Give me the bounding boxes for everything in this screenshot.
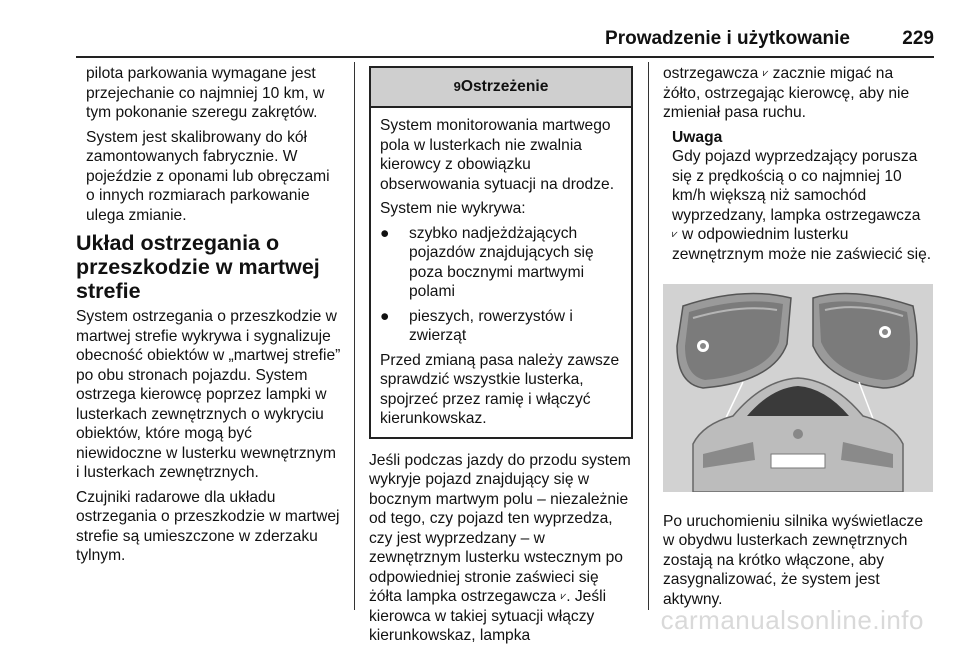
blind-spot-warning-icon: ⩗: [762, 68, 769, 79]
column-1: [76, 64, 342, 571]
flashing-text-b: zacznie migać na żółto, ostrzegając kierowcę, aby nie zmieniał pasa ruchu.: [663, 65, 910, 121]
list-item-text: pieszych, rowerzystów i zwierząt: [409, 307, 573, 344]
paragraph-radar-sensors: Czujniki radarowe dla układu ostrzegania o przeszkodzie w martwej strefie są umieszczone w zderzaku tylnym.: [76, 488, 340, 564]
bullet-icon: ●: [380, 307, 390, 325]
warning-body: [371, 108, 631, 437]
watermark: carmanualsonline.info: [660, 605, 924, 635]
warning-box: [369, 66, 633, 439]
paragraph-detection: [369, 451, 633, 646]
warning-title: Ostrzeżenie: [460, 78, 549, 95]
paragraph-startup: Po uruchomieniu silnika wyświetlacze w obydwu lusterkach zewnętrznych zostają na krótko włączone, aby zasygnalizować, że system jest aktywny.: [663, 512, 924, 608]
page-number: 229: [902, 28, 934, 49]
paragraph-flashing: [663, 64, 933, 123]
column-divider-2: [648, 62, 649, 610]
warning-paragraph-1: System monitorowania martwego pola w lusterkach nie zwalnia kierowcy z obowiązku obserwowania sytuacji na drodze.: [380, 117, 615, 193]
note-text: [672, 147, 933, 264]
column-2: [369, 66, 633, 651]
list-item: [380, 307, 623, 346]
blind-spot-warning-icon: ⩗: [560, 591, 567, 602]
note-label: Uwaga: [672, 128, 723, 146]
paragraph-calibration-wheels: System jest skalibrowany do kół zamontowanych fabrycznie. W pojeździe z oponami lub obręczami o innych rozmiarach parkowanie ulega zmianie.: [86, 128, 330, 224]
column-3: [663, 64, 933, 614]
header-title: Prowadzenie i użytkowanie: [605, 28, 850, 49]
warning-paragraph-3: Przed zmianą pasa należy zawsze sprawdzić wszystkie lusterka, spojrzeć przez ramię i włączyć kierunkowskaz.: [380, 351, 620, 427]
section-heading: Układ ostrzegania o przeszkodzie w martwej strefie: [76, 231, 320, 303]
list-item-text: szybko nadjeżdżających pojazdów znajdujących się poza bocznymi martwymi polami: [409, 224, 594, 300]
blind-spot-warning-icon: ⩗: [672, 229, 678, 240]
column-divider-1: [354, 62, 355, 610]
note-block: [663, 128, 933, 265]
page-header: [76, 28, 934, 54]
detection-text-a: Jeśli podczas jazdy do przodu system wykryje pojazd znajdujący się w bocznym martwym polu – niezależnie od tego, czy pojazd ten wyprzedza, czy jest wyprzedzany – w zewnętrznym lusterku wstecznym po odpowiedniej stronie zaświeci się żółta lampka ostrzegawcza: [369, 451, 631, 605]
header-rule: [76, 56, 934, 58]
warning-paragraph-2: System nie wykrywa:: [380, 200, 526, 217]
paragraph-calibration-drive: pilota parkowania wymagane jest przejechanie co najmniej 10 km, w tym pokonanie szeregu zakrętów.: [86, 65, 325, 121]
flashing-text-a: ostrzegawcza: [663, 65, 759, 82]
paragraph-system-description: System ostrzegania o przeszkodzie w martwej strefie wykrywa i sygnalizuje obecność obiektów w „martwej strefie” po obu stronach pojazdu. System ostrzega kierowcę poprzez lampki w lusterkach zewnętrznych o wykryciu obiektów, które mogą być niewidoczne w lusterku wewnętrznym i lusterkach zewnętrznych.: [76, 308, 341, 481]
warning-header: [371, 68, 631, 108]
mirror-illustration: [663, 284, 933, 492]
detection-text-b: . Jeśli kierowca w takiej sytuacji włączy kierunkowskaz, lampka: [369, 588, 607, 644]
note-text-b: w odpowiednim lusterku zewnętrznym może nie zaświecić się.: [672, 226, 932, 263]
note-text-a: Gdy pojazd wyprzedzający porusza się z prędkością o co najmniej 10 km/h większą niż samochód wyprzedzany, lampka ostrzegawcza: [672, 148, 921, 224]
bullet-icon: ●: [380, 224, 390, 242]
warning-triangle-icon: 9: [453, 79, 461, 94]
list-item: [380, 224, 623, 302]
